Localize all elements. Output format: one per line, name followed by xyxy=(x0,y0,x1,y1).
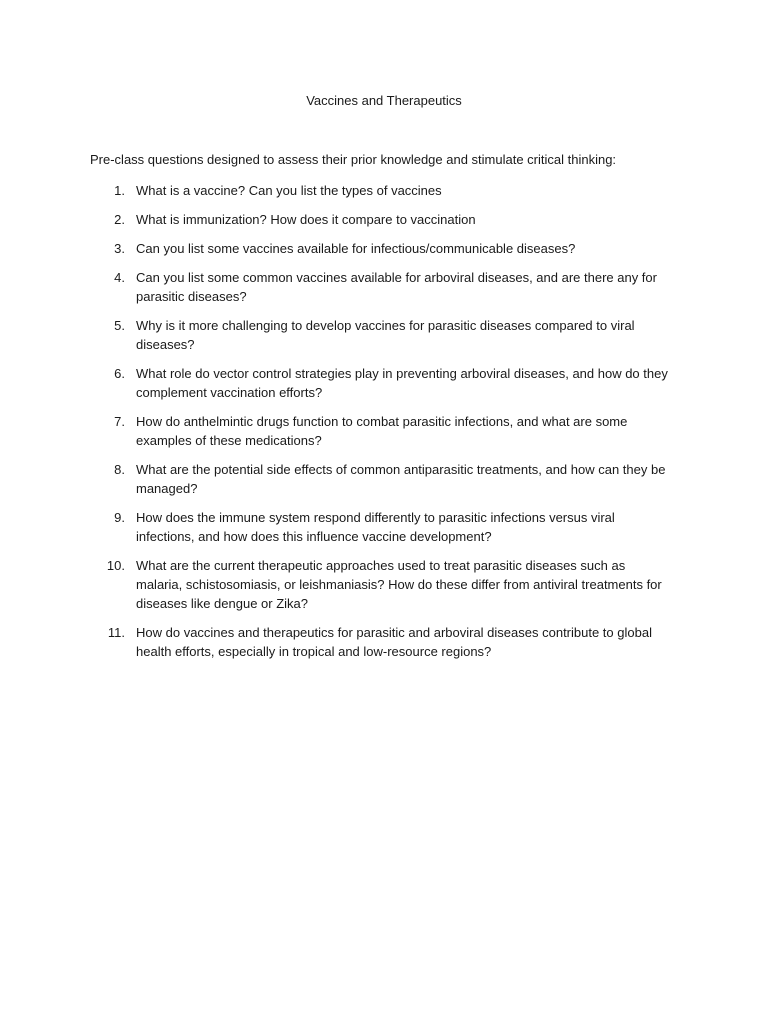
question-item xyxy=(0,210,768,229)
question-number: 2. xyxy=(114,212,125,227)
question-text: What is a vaccine? Can you list the types of vaccines xyxy=(136,183,442,198)
question-item xyxy=(0,412,768,450)
question-number: 9. xyxy=(114,510,125,525)
question-number: 1. xyxy=(114,183,125,198)
question-text: Why is it more challenging to develop vaccines for parasitic diseases compared to viral diseases? xyxy=(136,318,635,352)
question-number: 10. xyxy=(106,558,125,573)
intro-paragraph: Pre-class questions designed to assess their prior knowledge and stimulate critical thinking: xyxy=(90,152,617,167)
question-text: What role do vector control strategies play in preventing arboviral diseases, and how do they complement vaccination efforts? xyxy=(136,366,668,400)
question-number: 8. xyxy=(114,462,125,477)
question-item xyxy=(0,364,768,402)
question-list xyxy=(0,181,768,671)
question-number: 4. xyxy=(114,270,125,285)
question-text: How do anthelmintic drugs function to combat parasitic infections, and what are some examples of these medications? xyxy=(136,414,628,448)
question-number: 11. xyxy=(107,625,125,640)
question-text: How do vaccines and therapeutics for parasitic and arboviral diseases contribute to global health efforts, especially in tropical and low-resource regions? xyxy=(136,625,652,659)
question-item xyxy=(0,239,768,258)
question-text: Can you list some common vaccines available for arboviral diseases, and are there any for parasitic diseases? xyxy=(136,270,657,304)
question-text: What are the potential side effects of common antiparasitic treatments, and how can they be managed? xyxy=(136,462,666,496)
question-text: How does the immune system respond differently to parasitic infections versus viral infections, and how does this influence vaccine development? xyxy=(136,510,615,544)
question-number: 6. xyxy=(114,366,125,381)
question-item xyxy=(0,556,768,613)
question-text: What is immunization? How does it compare to vaccination xyxy=(136,212,476,227)
question-item xyxy=(0,460,768,498)
question-item xyxy=(0,623,768,661)
document-title: Vaccines and Therapeutics xyxy=(306,93,462,108)
question-number: 3. xyxy=(114,241,125,256)
question-item xyxy=(0,181,768,200)
question-number: 5. xyxy=(114,318,125,333)
question-text: Can you list some vaccines available for infectious/communicable diseases? xyxy=(136,241,576,256)
question-number: 7. xyxy=(114,414,125,429)
question-item xyxy=(0,316,768,354)
question-item xyxy=(0,268,768,306)
question-text: What are the current therapeutic approaches used to treat parasitic diseases such as malaria, schistosomiasis, or leishmaniasis? How do these differ from antiviral treatments for diseases like dengue or Zika? xyxy=(136,558,662,611)
question-item xyxy=(0,508,768,546)
